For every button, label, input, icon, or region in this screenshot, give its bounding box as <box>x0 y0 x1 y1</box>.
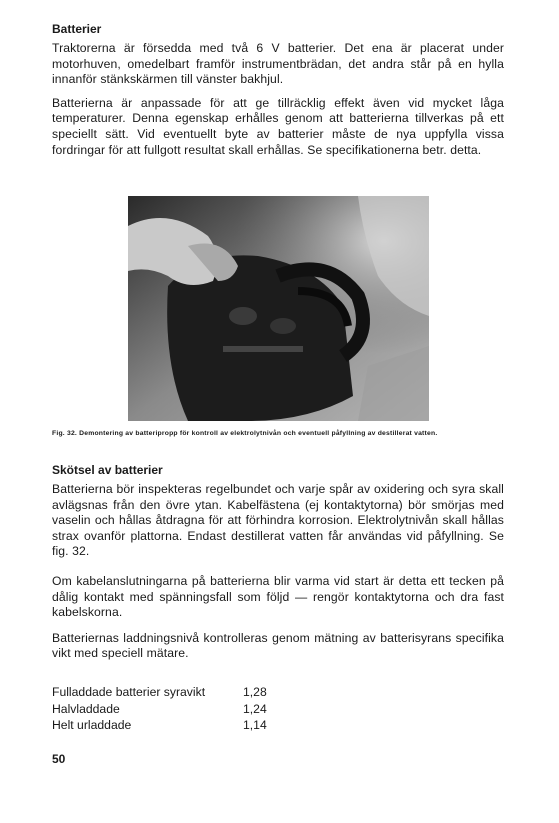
paragraph: Batterierna bör inspekteras regelbundet och varje spår av oxidering och syra skall avlägsnas från den övre ytan. Kabelfästena (ej kontaktytorna) bör smörjas med vaselin och hållas åtdragna för att förhindra korrosion. Elektrolytnivån skall hållas strax ovanför plattorna. Endast destillerat vatten får användas vid påfyllning. Se fig. 32. <box>52 482 504 559</box>
section-skotsel <box>52 463 504 670</box>
section-batterier <box>52 22 504 166</box>
table-row-value: 1,14 <box>243 718 267 732</box>
battery-photo-illustration <box>128 196 429 421</box>
page-number: 50 <box>52 752 66 766</box>
table-row <box>52 701 283 718</box>
paragraph: Batteriernas laddningsnivå kontrolleras genom mätning av batterisyrans specifika vikt med speciell mätare. <box>52 630 504 661</box>
section-heading: Skötsel av batterier <box>52 463 163 477</box>
table-row-label: Halvladdade <box>52 701 120 716</box>
table-row-label: Helt urladdade <box>52 718 132 732</box>
paragraph: Om kabelanslutningarna på batterierna blir varma vid start är detta ett tecken på dålig kontakt med spänningsfall som följd — rengör kontaktytorna och dra fast kabelskorna. <box>52 573 504 620</box>
section-heading: Batterier <box>52 22 102 36</box>
acid-density-table <box>52 684 283 734</box>
table-row-label: Fulladdade batterier syravikt <box>52 685 206 699</box>
table-row-value: 1,28 <box>243 685 267 699</box>
table-row <box>52 684 283 701</box>
table-row <box>52 717 283 734</box>
battery-photo <box>128 196 429 421</box>
figure-caption: Fig. 32. Demontering av batteripropp för kontroll av elektrolytnivån och eventuell påfyllning av destillerat vatten. <box>52 430 438 437</box>
paragraph: Traktorerna är försedda med två 6 V batterier. Det ena är placerat under motorhuven, omedelbart framför instrumentbrädan, det andra står på en hylla innanför stänkskärmen till vänster bakhjul. <box>52 41 504 87</box>
paragraph: Batterierna är anpassade för att ge tillräcklig effekt även vid mycket låga temperaturer. Denna egenskap erhålles genom att batterierna tillverkas på ett speciellt sätt. Vid eventuellt byte av batterier måste de nya uppfylla vissa fordringar för att fullgott resultat skall erhållas. Se specifikationerna betr. detta. <box>52 95 504 157</box>
table-row-value: 1,24 <box>243 701 267 716</box>
